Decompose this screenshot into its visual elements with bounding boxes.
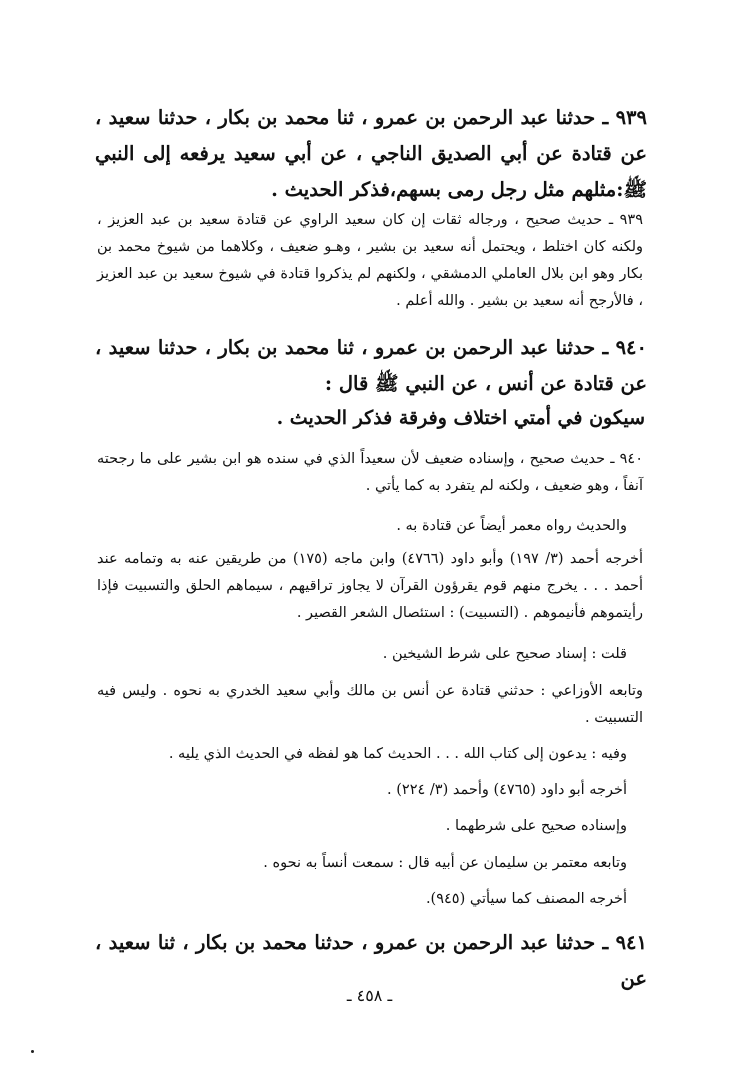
- hadith-939: ٩٣٩ ـ حدثنا عبد الرحمن بن عمرو ، ثنا محمد بن بكار ، حدثنا سعيد ، عن قتادة عن أبي الصديق الناجي ، عن أبي سعيد يرفعه إلى النبي ﷺ:مثلهم مثل رجل رمى بسهم،فذكر الحديث .: [95, 106, 647, 201]
- hadith-941: ٩٤١ ـ حدثنا عبد الرحمن بن عمرو ، حدثنا محمد بن بكار ، ثنا سعيد ، عن: [95, 931, 647, 990]
- commentary-940-isnad: وإسناده صحيح على شرطهما .: [445, 818, 627, 834]
- commentary-940-wafihi: وفيه : يدعون إلى كتاب الله . . . الحديث كما هو لفظه في الحديث الذي يليه .: [168, 746, 627, 762]
- commentary-940-grading: ٩٤٠ ـ حديث صحيح ، وإسناده ضعيف لأن سعيداً الذي في سنده هو ابن بشير على ما رجحته آنفاً ، وهو ضعيف ، ولكنه لم يتفرد به كما يأتي .: [97, 451, 643, 494]
- commentary-940-mamar: والحديث رواه معمر أيضاً عن قتادة به .: [396, 518, 627, 534]
- commentary-940-mutamir: وتابعه معتمر بن سليمان عن أبيه قال : سمعت أنساً به نحوه .: [263, 855, 627, 871]
- commentary-939: ٩٣٩ ـ حديث صحيح ، ورجاله ثقات إن كان سعيد الراوي عن قتادة سعيد بن عبد العزيز ، ولكنه كان اختلط ، ويحتمل أنه سعيد بن بشير ، وهـو ضعيف ، وكلاهما من شيوخ محمد بن بكار وهو ابن بلال العاملي الدمشقي ، ولكنهم لم يذكروا قتادة في شيوخ سعيد بن عبد العزيز ، فالأرجح أنه سعيد بن بشير . والله أعلم .: [97, 212, 643, 309]
- commentary-940-takhrij: أخرجه أحمد (٣/ ١٩٧) وأبو داود (٤٧٦٦) وابن ماجه (١٧٥) من طريقين عنه به وتمامه عند أحمد . . . يخرج منهم قوم يقرؤون القرآن لا يجاوز تراقيهم ، سيماهم الحلق والتسبيت فإذا رأيتموهم فأنيموهم . (التسبيت) : استئصال الشعر القصير .: [97, 551, 643, 621]
- page-number: ـ ٤٥٨ ـ: [346, 986, 393, 1005]
- hadith-940: ٩٤٠ ـ حدثنا عبد الرحمن بن عمرو ، ثنا محمد بن بكار ، حدثنا سعيد ، عن قتادة عن أنس ، عن النبي ﷺ قال :: [95, 336, 647, 395]
- scan-speck: [31, 1050, 34, 1053]
- hadith-940-quote: سيكون في أمتي اختلاف وفرقة فذكر الحديث .: [276, 407, 645, 429]
- commentary-940-awzai: وتابعه الأوزاعي : حدثني قتادة عن أنس بن مالك وأبي سعيد الخدري به نحوه . وليس فيه التسبيت .: [97, 683, 643, 726]
- commentary-940-qultu: قلت : إسناد صحيح على شرط الشيخين .: [382, 646, 627, 662]
- commentary-940-musannif: أخرجه المصنف كما سيأتي (٩٤٥).: [425, 891, 627, 907]
- commentary-940-abu-dawud: أخرجه أبو داود (٤٧٦٥) وأحمد (٣/ ٢٢٤) .: [387, 782, 627, 798]
